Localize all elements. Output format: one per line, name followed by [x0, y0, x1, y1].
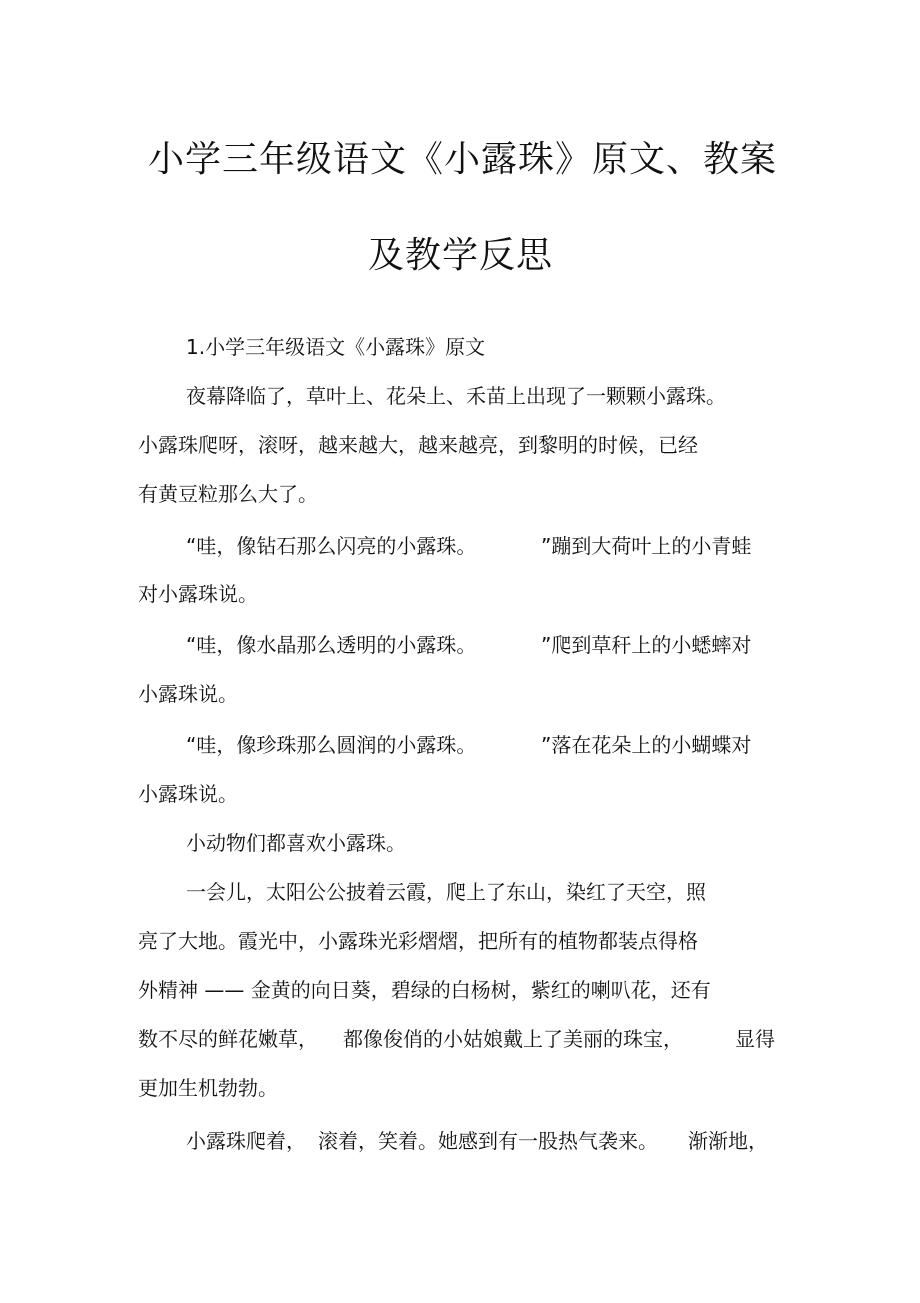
- paragraph-1-line-3: 有黄豆粒那么大了。: [138, 482, 318, 506]
- paragraph-1-line-1: 夜幕降临了，草叶上、花朵上、禾苗上出现了一颗颗小露珠。: [186, 384, 726, 408]
- paragraph-8-segment-3: 渐渐地，: [688, 1129, 768, 1153]
- paragraph-6-line-1: 一会儿，太阳公公披着云霞，爬上了东山，染红了天空，照: [186, 880, 706, 904]
- paragraph-2-quote: “哇，像钻石那么闪亮的小露珠。: [186, 534, 477, 558]
- paragraph-4-quote: “哇，像珍珠那么圆润的小露珠。: [186, 733, 477, 757]
- paragraph-7-line-2: 更加生机勃勃。: [138, 1076, 278, 1100]
- paragraph-6-line-3: 外精神 —— 金黄的向日葵，碧绿的白杨树，紫红的喇叭花，还有: [138, 978, 711, 1002]
- section-heading: 1.小学三年级语文《小露珠》原文: [186, 335, 486, 359]
- paragraph-1-line-2: 小露珠爬呀，滚呀，越来越大，越来越亮，到黎明的时候，已经: [138, 433, 698, 457]
- paragraph-2-attribution: ”蹦到大荷叶上的小青蛙: [541, 534, 752, 558]
- paragraph-7-segment-3: 显得: [735, 1027, 775, 1051]
- paragraph-7-segment-2: 都像俊俏的小姑娘戴上了美丽的珠宝，: [343, 1027, 683, 1051]
- paragraph-6-line-2: 亮了大地。霞光中，小露珠光彩熠熠，把所有的植物都装点得格: [138, 929, 698, 953]
- paragraph-3-attribution: ”爬到草秆上的小蟋蟀对: [541, 633, 752, 657]
- paragraph-4-line-2: 小露珠说。: [138, 782, 238, 806]
- document-title-line-2: 及教学反思: [368, 235, 554, 276]
- paragraph-2-line-2: 对小露珠说。: [138, 582, 258, 606]
- paragraph-3-line-2: 小露珠说。: [138, 682, 238, 706]
- paragraph-8-segment-2: 滚着，笑着。她感到有一股热气袭来。: [318, 1129, 658, 1153]
- paragraph-5-line-1: 小动物们都喜欢小露珠。: [186, 831, 406, 855]
- paragraph-3-quote: “哇，像水晶那么透明的小露珠。: [186, 633, 477, 657]
- paragraph-7-segment-1: 数不尽的鲜花嫩草，: [138, 1027, 318, 1051]
- document-title-line-1: 小学三年级语文《小露珠》原文、教案: [148, 139, 778, 180]
- paragraph-4-attribution: ”落在花朵上的小蝴蝶对: [541, 733, 752, 757]
- paragraph-8-segment-1: 小露珠爬着，: [186, 1129, 306, 1153]
